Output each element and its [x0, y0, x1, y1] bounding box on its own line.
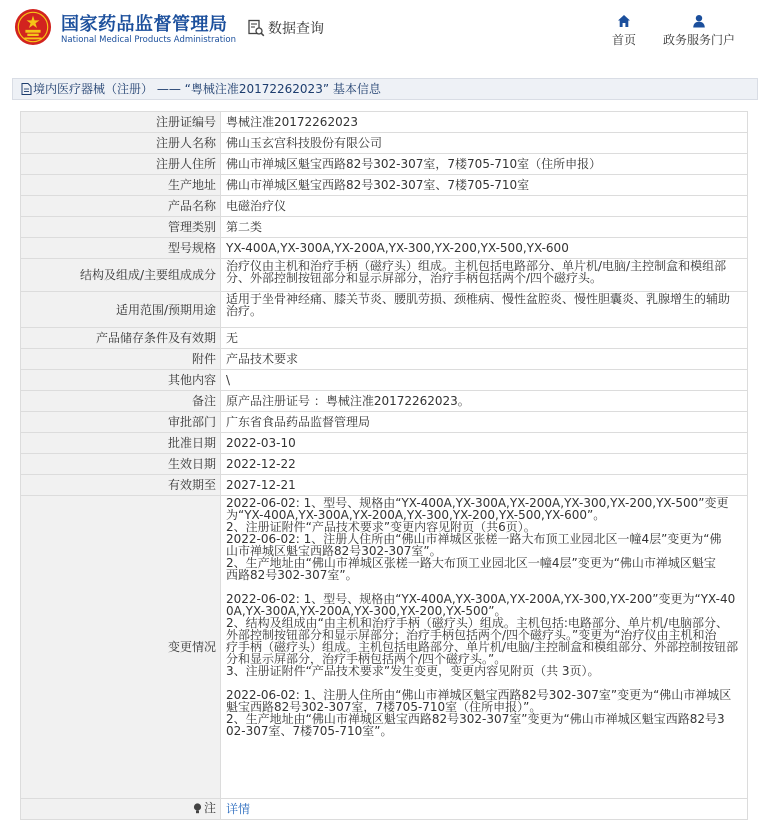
details-link[interactable]: 详情	[226, 802, 251, 816]
row-label: 型号规格	[21, 238, 221, 259]
table-row	[21, 433, 748, 454]
data-query-label: 数据查询	[268, 21, 324, 37]
row-value: 2027-12-21	[221, 475, 748, 496]
device-info-table	[20, 111, 748, 820]
row-value: 治疗仪由主机和治疗手柄（磁疗头）组成。主机包括电路部分、单片机/电脑/主控制盒和模组部 分、外部控制按钮部分和显示屏部分，治疗手柄包括两个/四个磁疗头。	[221, 259, 748, 292]
table-row	[21, 454, 748, 475]
row-label: 批准日期	[21, 433, 221, 454]
table-row	[21, 370, 748, 391]
row-value: 2022-03-10	[221, 433, 748, 454]
user-icon	[692, 14, 706, 28]
table-row	[21, 154, 748, 175]
row-label: 生效日期	[21, 454, 221, 475]
row-label: 产品储存条件及有效期	[21, 328, 221, 349]
data-query-link[interactable]	[247, 18, 324, 38]
row-label: 附件	[21, 349, 221, 370]
emblem-logo[interactable]	[14, 8, 52, 46]
row-label: 产品名称	[21, 196, 221, 217]
note-value	[221, 799, 748, 820]
table-row	[21, 412, 748, 433]
row-value: 适用于坐骨神经痛、膝关节炎、腰肌劳损、颈椎病、慢性盆腔炎、慢性胆囊炎、乳腺增生的辅助 治疗。	[221, 292, 748, 328]
nav-service-label: 政务服务门户	[662, 33, 735, 47]
nav-home-label: 首页	[611, 33, 636, 47]
nav-home[interactable]	[608, 14, 640, 48]
record-title-bar	[12, 78, 758, 100]
brand-title-en: National Medical Products Administration	[61, 35, 236, 45]
note-label	[193, 802, 216, 814]
brand-title-cn[interactable]: 国家药品监督管理局	[61, 14, 228, 35]
site-header	[0, 0, 760, 62]
row-value: 广东省食品药品监督管理局	[221, 412, 748, 433]
table-row	[21, 349, 748, 370]
row-label: 变更情况	[21, 496, 221, 799]
record-title: 境内医疗器械（注册） —— “粤械注准20172262023” 基本信息	[33, 82, 381, 96]
row-value: 佛山玉玄宫科技股份有限公司	[221, 133, 748, 154]
note-row	[21, 799, 748, 820]
row-label: 管理类别	[21, 217, 221, 238]
row-label: 备注	[21, 391, 221, 412]
table-row	[21, 112, 748, 133]
row-value: 佛山市禅城区魁宝西路82号302-307室，7楼705-710室（住所申报）	[221, 154, 748, 175]
search-document-icon	[247, 19, 265, 37]
row-value: 原产品注册证号 ：粤械注准20172262023。	[221, 391, 748, 412]
row-label: 适用范围/预期用途	[21, 292, 221, 328]
nav-service-portal[interactable]	[660, 14, 738, 48]
table-row	[21, 196, 748, 217]
table-row	[21, 292, 748, 328]
table-row	[21, 175, 748, 196]
table-row	[21, 391, 748, 412]
home-icon	[617, 14, 631, 28]
table-row	[21, 328, 748, 349]
row-value: 无	[221, 328, 748, 349]
note-label-text: 注	[203, 801, 216, 816]
row-label: 其他内容	[21, 370, 221, 391]
row-value: 产品技术要求	[221, 349, 748, 370]
table-row	[21, 475, 748, 496]
table-row	[21, 259, 748, 292]
row-value: YX-400A,YX-300A,YX-200A,YX-300,YX-200,YX-500,YX-600	[221, 238, 748, 259]
row-label: 生产地址	[21, 175, 221, 196]
row-label: 注册证编号	[21, 112, 221, 133]
note-label-cell	[21, 799, 221, 820]
row-value: 第二类	[221, 217, 748, 238]
row-value: 佛山市禅城区魁宝西路82号302-307室、7楼705-710室	[221, 175, 748, 196]
table-row	[21, 133, 748, 154]
row-value: 粤械注准20172262023	[221, 112, 748, 133]
row-label: 有效期至	[21, 475, 221, 496]
row-value: 2022-06-02: 1、型号、规格由“YX-400A,YX-300A,YX-200A,YX-300,YX-200,YX-500”变更 为“YX-400A,YX-300A,YX-200A,YX-300,YX-200,YX-500,YX-600”。 2、注册证附件“产品技术要求”变更内容见附页（共6页）。 2022-06-02: 1、注册人住所由“佛山市禅城区张槎一路大布顶工业园北区一幢4层”变更为“佛 山市禅城区魁宝西路82号302-307室”。 2、生产地址由“佛山市禅城区张槎一路大布顶工业园北区一幢4层”变更为“佛山市禅城区魁宝 西路82号302-307室”。 2022-06-02: 1、型号、规格由“YX-400A,YX-300A,YX-200A,YX-300,YX-200”变更为“YX-40 0A,YX-300A,YX-200A,YX-300,YX-200,YX-500”。 2、结构及组成由“由主机和治疗手柄（磁疗头）组成。主机包括:电路部分、单片机/电脑部分、 外部控制按钮部分和显示屏部分；治疗手柄包括两个/四个磁疗头。”变更为“治疗仪由主机和治 疗手柄（磁疗头）组成。主机包括电路部分、单片机/电脑/主控制盒和模组部分、外部控制按钮部 分和显示屏部分，治疗手柄包括两个/四个磁疗头。”。 3、注册证附件“产品技术要求”发生变更，变更内容见附页（共 3页）。 2022-06-02: 1、注册人住所由“佛山市禅城区魁宝西路82号302-307室”变更为“佛山市禅城区 魁宝西路82号302-307室，7楼705-710室（住所申报）”。 2、生产地址由“佛山市禅城区魁宝西路82号302-307室”变更为“佛山市禅城区魁宝西路82号3 02-307室、7楼705-710室”。	[221, 496, 748, 799]
row-value: \	[221, 370, 748, 391]
table-row	[21, 496, 748, 799]
row-label: 结构及组成/主要组成成分	[21, 259, 221, 292]
table-row	[21, 217, 748, 238]
row-value: 2022-12-22	[221, 454, 748, 475]
row-label: 注册人住所	[21, 154, 221, 175]
row-label: 注册人名称	[21, 133, 221, 154]
table-row	[21, 238, 748, 259]
document-icon	[21, 83, 32, 95]
row-value: 电磁治疗仪	[221, 196, 748, 217]
bulb-icon	[193, 803, 202, 814]
row-label: 审批部门	[21, 412, 221, 433]
